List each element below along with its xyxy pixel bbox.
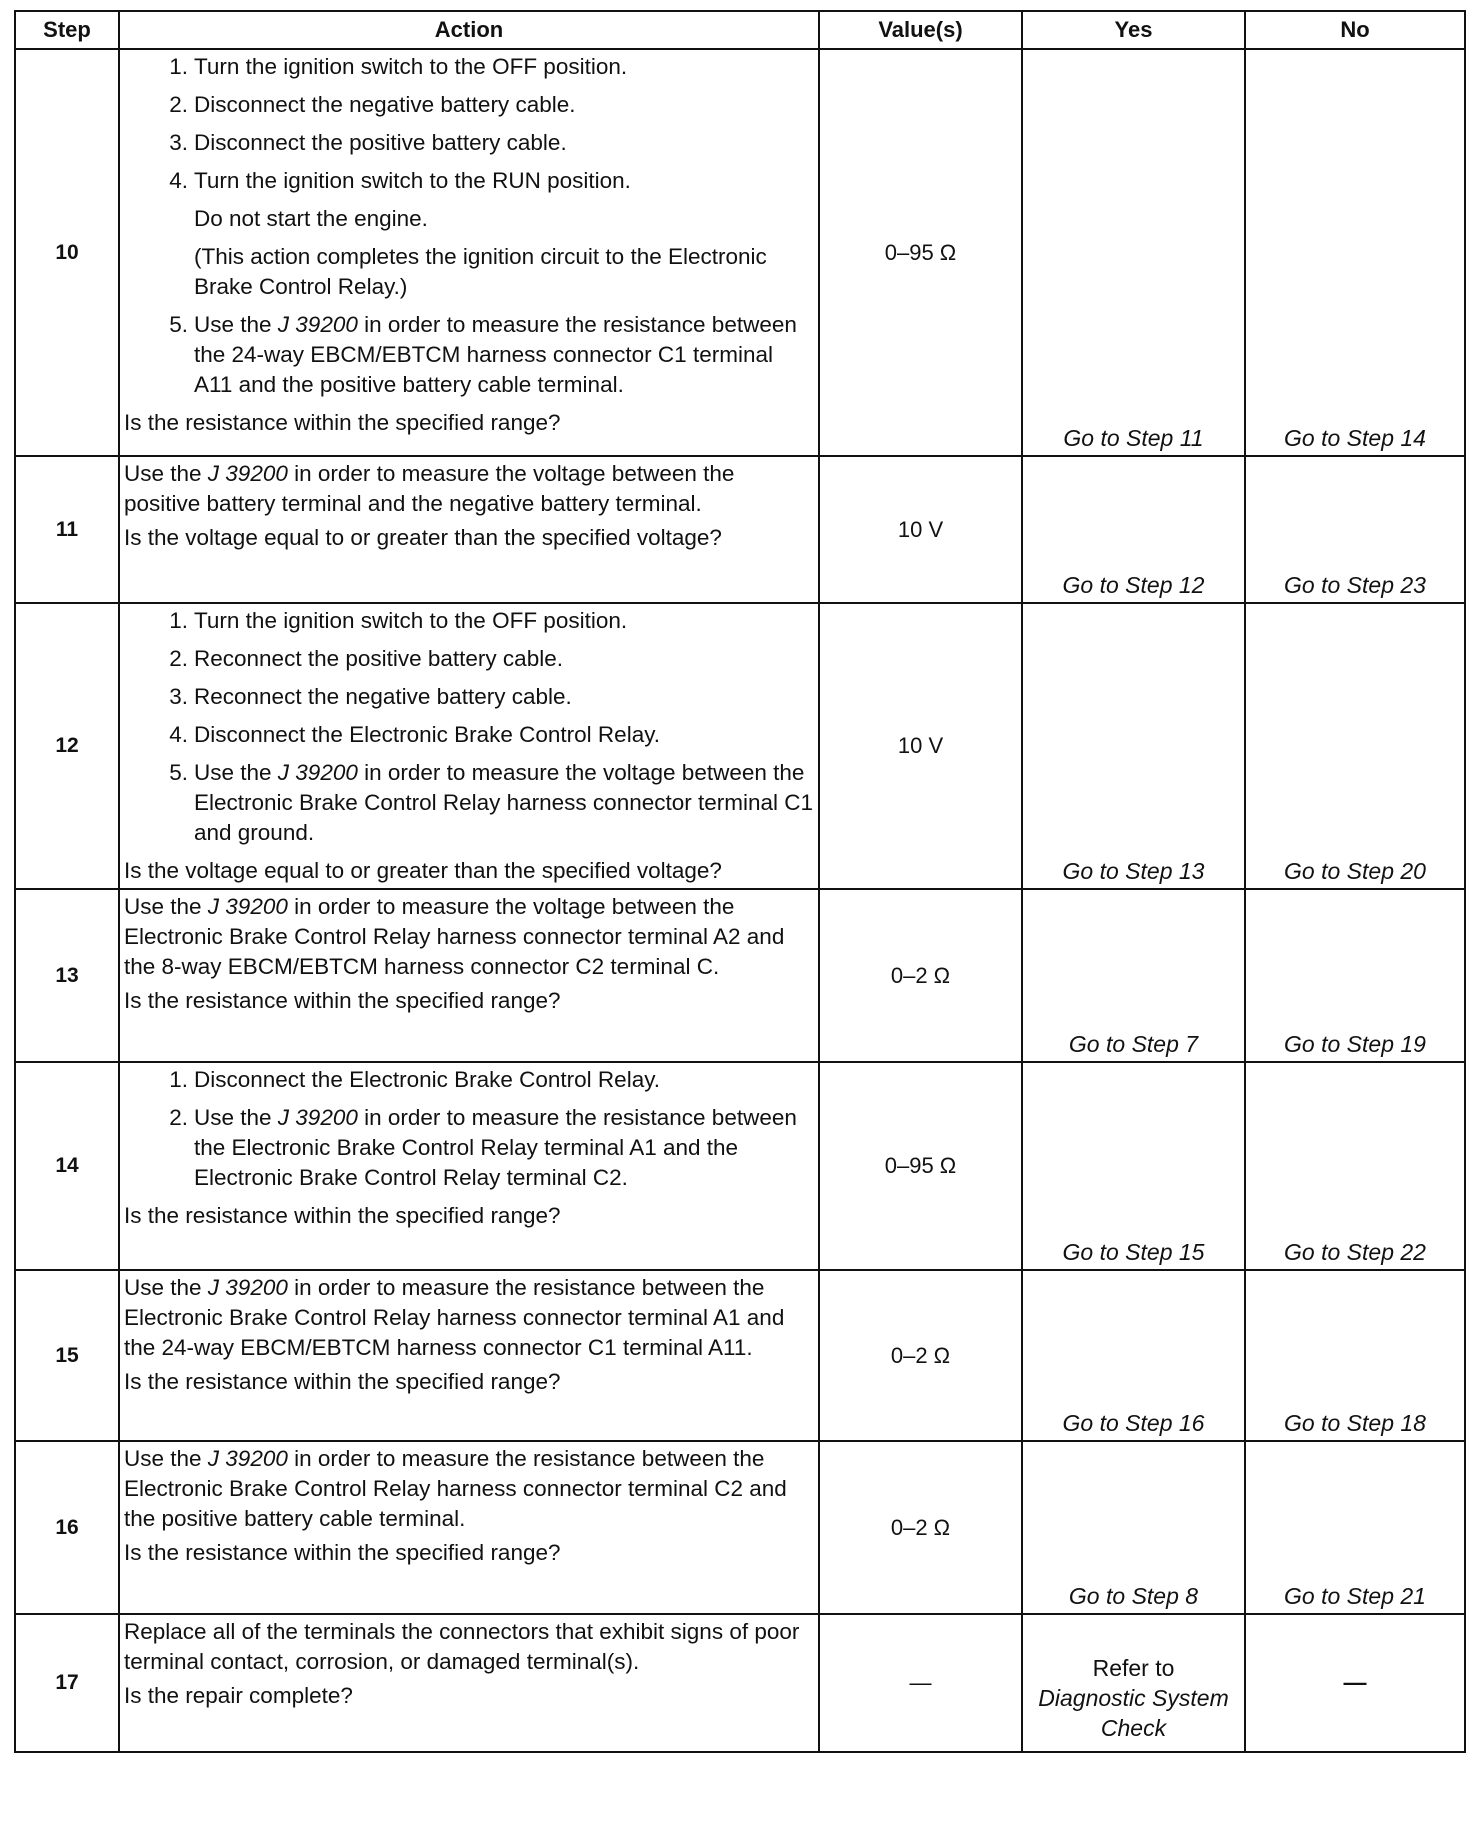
- no-link[interactable]: Go to Step 22: [1245, 1062, 1465, 1270]
- action-note: Do not start the engine.: [194, 206, 428, 231]
- tool-name: J 39200: [207, 1275, 288, 1300]
- action-cell: [119, 1270, 819, 1441]
- list-item: 2. Disconnect the negative battery cable.: [169, 92, 576, 117]
- action-cell: [119, 889, 819, 1062]
- diagnostic-table: [14, 10, 1466, 1753]
- table-row-step-13: [15, 889, 1465, 1062]
- no-link[interactable]: Go to Step 19: [1245, 889, 1465, 1062]
- action-cell: [119, 603, 819, 889]
- list-item: 1. Disconnect the Electronic Brake Control Relay.: [169, 1067, 661, 1092]
- action-cell: [119, 1441, 819, 1614]
- table-row-step-11: [15, 456, 1465, 603]
- header-yes: Yes: [1022, 11, 1245, 49]
- list-item: 4. Turn the ignition switch to the RUN position. Do not start the engine. (This action completes the ignition circuit to the Electronic Brake Control Relay.): [124, 166, 814, 302]
- list-item: 4. Disconnect the Electronic Brake Control Relay.: [169, 722, 661, 747]
- no-link[interactable]: Go to Step 21: [1245, 1441, 1465, 1614]
- action-cell: [119, 456, 819, 603]
- yes-link[interactable]: Go to Step 7: [1022, 889, 1245, 1062]
- action-list: [124, 52, 814, 400]
- value-cell: 0–2 Ω: [819, 1270, 1022, 1441]
- table-row-step-15: [15, 1270, 1465, 1441]
- tool-name: J 39200: [277, 312, 358, 337]
- action-text: Use the J 39200 in order to measure the resistance between the Electronic Brake Control Relay harness connector terminal C2 and the positive battery cable terminal.: [124, 1446, 787, 1531]
- action-text: Use the J 39200 in order to measure the voltage between the positive battery terminal and the negative battery terminal.: [124, 461, 735, 516]
- step-number: 13: [15, 889, 119, 1062]
- action-note: (This action completes the ignition circuit to the Electronic Brake Control Relay.): [194, 244, 767, 299]
- list-item: 5. Use the J 39200 in order to measure the resistance between the 24-way EBCM/EBTCM harness connector C1 terminal A11 and the positive battery cable terminal.: [169, 312, 797, 397]
- question: Is the resistance within the specified range?: [124, 1369, 561, 1394]
- step-number: 15: [15, 1270, 119, 1441]
- question: Is the voltage equal to or greater than the specified voltage?: [124, 525, 722, 550]
- list-item: 3. Reconnect the negative battery cable.: [169, 684, 572, 709]
- tool-name: J 39200: [207, 1446, 288, 1471]
- header-values: Value(s): [819, 11, 1022, 49]
- step-number: 10: [15, 49, 119, 456]
- list-item: 1. Turn the ignition switch to the OFF position.: [169, 54, 628, 79]
- value-cell: 0–95 Ω: [819, 49, 1022, 456]
- step-number: 12: [15, 603, 119, 889]
- yes-link[interactable]: Go to Step 12: [1022, 456, 1245, 603]
- yes-link[interactable]: Go to Step 11: [1022, 49, 1245, 456]
- action-cell: [119, 1062, 819, 1270]
- action-text: Replace all of the terminals the connectors that exhibit signs of poor terminal contact, corrosion, or damaged terminal(s).: [124, 1619, 800, 1674]
- table-row-step-10: [15, 49, 1465, 456]
- table-row-step-14: [15, 1062, 1465, 1270]
- action-cell: [119, 49, 819, 456]
- value-cell: 10 V: [819, 456, 1022, 603]
- yes-link[interactable]: Go to Step 16: [1022, 1270, 1245, 1441]
- yes-link[interactable]: Go to Step 8: [1022, 1441, 1245, 1614]
- question: Is the voltage equal to or greater than the specified voltage?: [124, 858, 722, 883]
- yes-link[interactable]: Go to Step 15: [1022, 1062, 1245, 1270]
- tool-name: J 39200: [277, 1105, 358, 1130]
- refer-to-label: Refer to: [1092, 1655, 1175, 1681]
- list-item: 2. Reconnect the positive battery cable.: [169, 646, 563, 671]
- tool-name: J 39200: [207, 894, 288, 919]
- list-item: 2. Use the J 39200 in order to measure the resistance between the Electronic Brake Control Relay terminal A1 and the Electronic Brake Control Relay terminal C2.: [169, 1105, 797, 1190]
- yes-link[interactable]: Go to Step 13: [1022, 603, 1245, 889]
- no-cell-dash: —: [1245, 1614, 1465, 1752]
- header-no: No: [1245, 11, 1465, 49]
- tool-name: J 39200: [207, 461, 288, 486]
- question: Is the resistance within the specified range?: [124, 1540, 561, 1565]
- action-list: [124, 606, 814, 848]
- action-cell: [119, 1614, 819, 1752]
- step-number: 14: [15, 1062, 119, 1270]
- action-text: Use the J 39200 in order to measure the resistance between the Electronic Brake Control Relay harness connector terminal A1 and the 24-way EBCM/EBTCM harness connector C1 terminal A11.: [124, 1275, 785, 1360]
- header-action: Action: [119, 11, 819, 49]
- question: Is the resistance within the specified range?: [124, 988, 561, 1013]
- value-cell: 10 V: [819, 603, 1022, 889]
- yes-link[interactable]: [1022, 1614, 1245, 1752]
- table-row-step-17: [15, 1614, 1465, 1752]
- header-row: [15, 11, 1465, 49]
- value-cell: 0–2 Ω: [819, 889, 1022, 1062]
- question: Is the resistance within the specified range?: [124, 1203, 561, 1228]
- list-item: 3. Disconnect the positive battery cable.: [169, 130, 567, 155]
- value-cell: 0–2 Ω: [819, 1441, 1022, 1614]
- list-item: 5. Use the J 39200 in order to measure the voltage between the Electronic Brake Control Relay harness connector terminal C1 and ground.: [169, 760, 814, 845]
- question: Is the repair complete?: [124, 1683, 353, 1708]
- question: Is the resistance within the specified range?: [124, 410, 561, 435]
- table-row-step-16: [15, 1441, 1465, 1614]
- step-number: 11: [15, 456, 119, 603]
- tool-name: J 39200: [277, 760, 358, 785]
- step-number: 17: [15, 1614, 119, 1752]
- table-row-step-12: [15, 603, 1465, 889]
- value-cell: 0–95 Ω: [819, 1062, 1022, 1270]
- no-link[interactable]: Go to Step 23: [1245, 456, 1465, 603]
- no-link[interactable]: Go to Step 14: [1245, 49, 1465, 456]
- action-text: Use the J 39200 in order to measure the voltage between the Electronic Brake Control Relay harness connector terminal A2 and the 8-way EBCM/EBTCM harness connector C2 terminal C.: [124, 894, 785, 979]
- no-link[interactable]: Go to Step 20: [1245, 603, 1465, 889]
- list-item: 1. Turn the ignition switch to the OFF position.: [169, 608, 628, 633]
- diagnostic-system-check-link: Diagnostic System Check: [1038, 1685, 1229, 1741]
- step-number: 16: [15, 1441, 119, 1614]
- value-cell: —: [819, 1614, 1022, 1752]
- action-list: [124, 1065, 814, 1193]
- header-step: Step: [15, 11, 119, 49]
- no-link[interactable]: Go to Step 18: [1245, 1270, 1465, 1441]
